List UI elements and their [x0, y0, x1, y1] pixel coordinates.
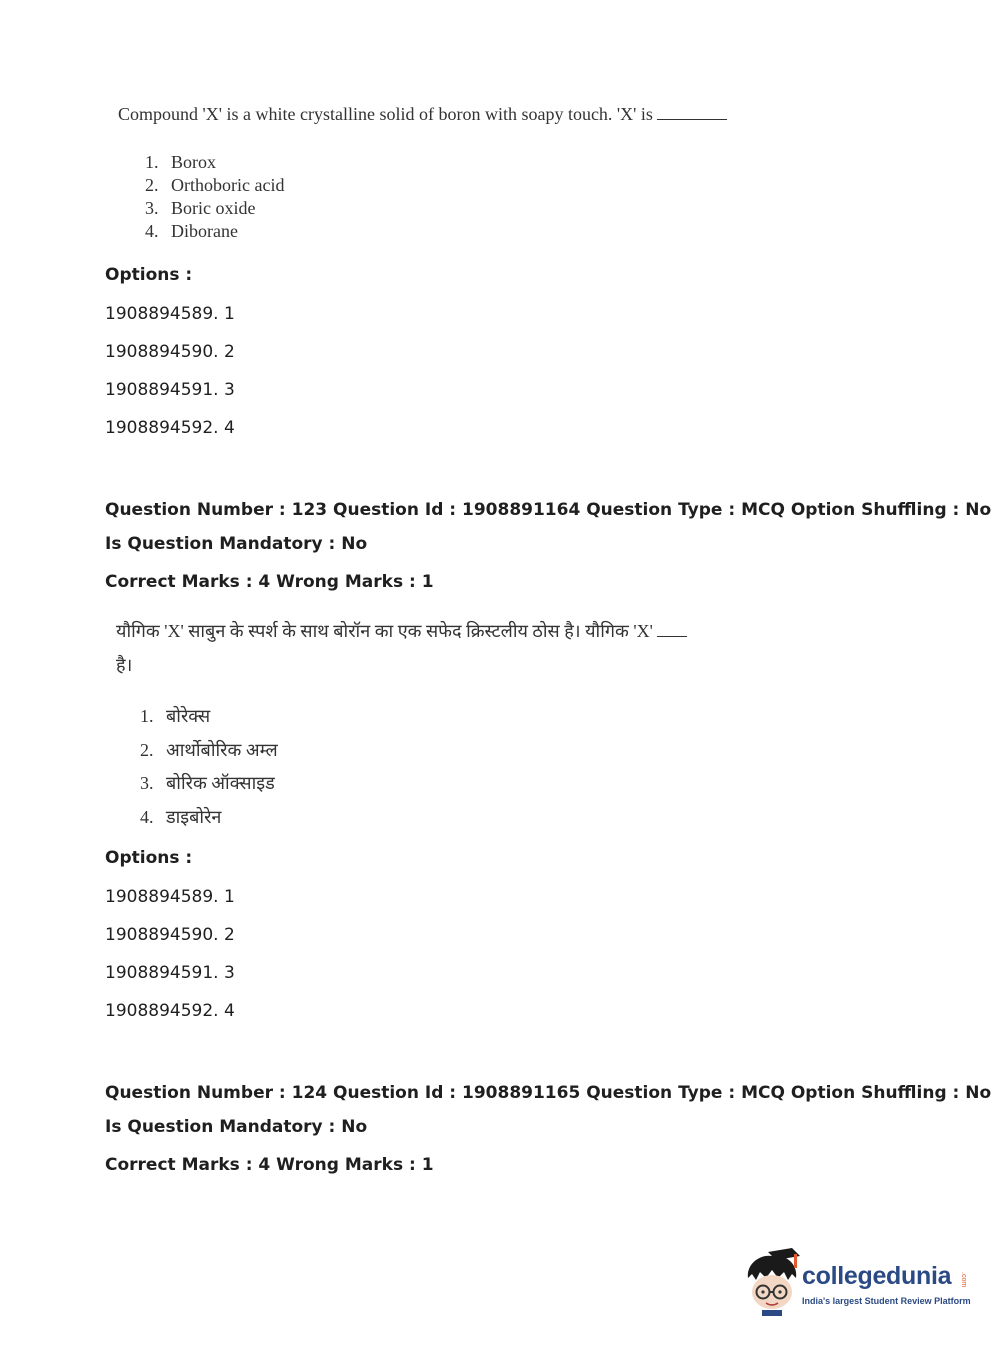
collegedunia-logo	[742, 1248, 972, 1318]
option-item: 1908894592. 4	[105, 1001, 235, 1021]
list-item: 1. Borox	[145, 152, 216, 172]
options-label: Options :	[105, 265, 193, 285]
marks-info: Correct Marks : 4 Wrong Marks : 1	[105, 572, 434, 592]
option-item: 1908894592. 4	[105, 418, 235, 438]
list-item: 2. आर्थोबोरिक अम्ल	[140, 739, 278, 760]
list-item: 4. Diborane	[145, 221, 238, 241]
list-item: 1. बोरेक्स	[140, 706, 211, 726]
choice-list-hi	[140, 700, 278, 834]
logo-wordmark: collegedunia	[802, 1262, 952, 1290]
option-item: 1908894590. 2	[105, 342, 235, 362]
option-item: 1908894591. 3	[105, 963, 235, 983]
question-meta: Question Number : 123 Question Id : 1908891164 Question Type : MCQ Option Shuffling : No	[105, 500, 992, 520]
option-item: 1908894591. 3	[105, 380, 235, 400]
question-text-en: Compound 'X' is a white crystalline solid of boron with soapy touch. 'X' is	[118, 104, 727, 125]
mascot-icon	[742, 1248, 802, 1318]
list-item: 4. डाइबोरेन	[140, 806, 222, 827]
option-item: 1908894589. 1	[105, 304, 235, 324]
list-item: 3. बोरिक ऑक्साइड	[140, 773, 275, 793]
option-item: 1908894589. 1	[105, 887, 235, 907]
marks-info: Correct Marks : 4 Wrong Marks : 1	[105, 1155, 434, 1175]
answer-blank	[657, 105, 727, 120]
logo-suffix: .com	[960, 1272, 967, 1288]
mandatory-info: Is Question Mandatory : No	[105, 1117, 368, 1137]
answer-blank	[657, 622, 687, 637]
list-item: 2. Orthoboric acid	[145, 175, 285, 195]
list-item: 3. Boric oxide	[145, 198, 256, 218]
options-label: Options :	[105, 848, 193, 868]
option-item: 1908894590. 2	[105, 925, 235, 945]
question-meta: Question Number : 124 Question Id : 1908891165 Question Type : MCQ Option Shuffling : No	[105, 1083, 992, 1103]
choice-list-en	[145, 151, 284, 243]
logo-tagline: India's largest Student Review Platform	[802, 1296, 971, 1306]
mandatory-info: Is Question Mandatory : No	[105, 534, 368, 554]
question-text-hi: यौगिक 'X' साबुन के स्पर्श के साथ बोरॉन का एक सफेद क्रिस्टलीय ठोस है। यौगिक 'X' है।	[116, 614, 736, 682]
